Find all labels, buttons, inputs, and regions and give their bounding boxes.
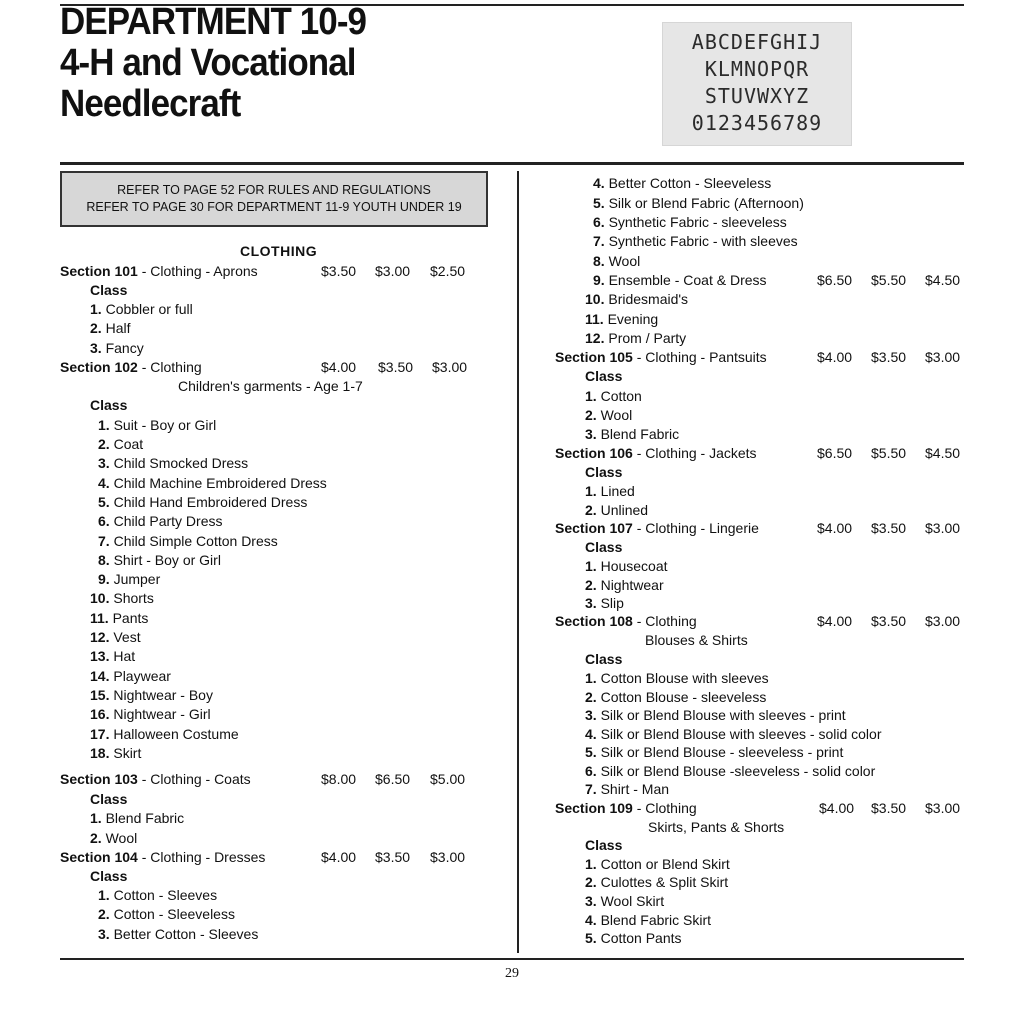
class-item bbox=[98, 512, 223, 530]
class-item bbox=[585, 482, 635, 500]
class-item bbox=[90, 339, 144, 357]
class-name: Child Simple Cotton Dress bbox=[109, 533, 278, 549]
class-item bbox=[90, 300, 193, 318]
prize-amount: $4.00 bbox=[321, 849, 357, 865]
class-number: 5. bbox=[585, 930, 597, 946]
class-item bbox=[98, 551, 221, 569]
class-name: Blend Fabric bbox=[101, 810, 185, 826]
class-label: Class bbox=[90, 868, 128, 884]
section-description: - Clothing bbox=[632, 613, 697, 629]
class-item bbox=[585, 329, 686, 347]
class-name: Ensemble - Coat & Dress bbox=[604, 272, 767, 288]
class-name: Better Cotton - Sleeves bbox=[109, 926, 259, 942]
class-name: Silk or Blend Blouse with sleeves - solid color bbox=[596, 726, 882, 742]
class-item bbox=[90, 705, 211, 723]
section-heading: CLOTHING bbox=[240, 243, 318, 259]
class-number: 10. bbox=[585, 291, 605, 307]
class-name: Blend Fabric bbox=[596, 426, 680, 442]
class-number: 3. bbox=[585, 893, 597, 909]
class-name: Silk or Blend Blouse -sleeveless - solid color bbox=[596, 763, 876, 779]
section-number: Section 101 bbox=[60, 263, 138, 279]
class-item bbox=[98, 905, 235, 923]
class-number: 5. bbox=[98, 494, 110, 510]
class-item bbox=[98, 416, 216, 434]
class-name: Silk or Blend Blouse with sleeves - print bbox=[596, 707, 846, 723]
class-number: 6. bbox=[585, 763, 597, 779]
section-description: - Clothing bbox=[137, 359, 202, 375]
class-item bbox=[98, 925, 258, 943]
class-item bbox=[593, 174, 771, 192]
class-item bbox=[90, 319, 130, 337]
class-number: 17. bbox=[90, 726, 110, 742]
prize-amount: $3.50 bbox=[871, 613, 907, 629]
section-number: Section 102 bbox=[60, 359, 138, 375]
class-number: 2. bbox=[90, 830, 102, 846]
cross-stitch-sampler-image bbox=[662, 22, 852, 146]
prize-amount: $3.00 bbox=[925, 520, 961, 536]
section-description: - Clothing - Dresses bbox=[137, 849, 266, 865]
class-name: Bridesmaid's bbox=[604, 291, 689, 307]
prize-amount: $4.00 bbox=[817, 520, 853, 536]
class-name: Wool bbox=[596, 407, 633, 423]
class-name: Silk or Blend Fabric (Afternoon) bbox=[604, 195, 804, 211]
section-header bbox=[555, 444, 757, 462]
class-name: Culottes & Split Skirt bbox=[596, 874, 729, 890]
class-name: Pants bbox=[108, 610, 149, 626]
class-name: Suit - Boy or Girl bbox=[109, 417, 217, 433]
class-number: 3. bbox=[90, 340, 102, 356]
class-number: 18. bbox=[90, 745, 110, 761]
class-item bbox=[585, 501, 648, 519]
notice-line: REFER TO PAGE 52 FOR RULES AND REGULATIONS bbox=[117, 183, 431, 197]
class-name: Wool bbox=[604, 253, 641, 269]
class-name: Hat bbox=[109, 648, 136, 664]
section-description: - Clothing - Pantsuits bbox=[632, 349, 767, 365]
class-number: 12. bbox=[90, 629, 110, 645]
class-name: Child Machine Embroidered Dress bbox=[109, 475, 327, 491]
class-item bbox=[593, 194, 804, 212]
class-item bbox=[98, 532, 278, 550]
class-number: 3. bbox=[98, 926, 110, 942]
class-item bbox=[90, 589, 154, 607]
prize-amount: $4.50 bbox=[925, 272, 961, 288]
class-name: Nightwear bbox=[596, 577, 664, 593]
class-name: Better Cotton - Sleeveless bbox=[604, 175, 772, 191]
class-number: 1. bbox=[585, 856, 597, 872]
class-item bbox=[90, 829, 137, 847]
class-number: 2. bbox=[585, 577, 597, 593]
class-name: Jumper bbox=[109, 571, 161, 587]
sampler-line: KLMNOPQR bbox=[704, 57, 810, 81]
prize-amount: $4.00 bbox=[817, 349, 853, 365]
class-label: Class bbox=[90, 791, 128, 807]
class-number: 9. bbox=[593, 272, 605, 288]
class-number: 1. bbox=[98, 887, 110, 903]
class-name: Wool Skirt bbox=[596, 893, 665, 909]
class-number: 4. bbox=[585, 726, 597, 742]
section-number: Section 105 bbox=[555, 349, 633, 365]
class-number: 2. bbox=[585, 502, 597, 518]
sampler-line: STUVWXYZ bbox=[704, 84, 810, 108]
section-number: Section 106 bbox=[555, 445, 633, 461]
class-name: Synthetic Fabric - sleeveless bbox=[604, 214, 787, 230]
class-number: 6. bbox=[593, 214, 605, 230]
class-name: Cotton Blouse with sleeves bbox=[596, 670, 769, 686]
class-number: 2. bbox=[585, 689, 597, 705]
class-item bbox=[585, 387, 642, 405]
section-header bbox=[60, 770, 251, 788]
sampler-line: ABCDEFGHIJ bbox=[691, 30, 823, 54]
class-item bbox=[585, 911, 711, 929]
class-item bbox=[90, 809, 184, 827]
class-item bbox=[585, 855, 730, 873]
class-item bbox=[593, 252, 640, 270]
class-name: Cotton or Blend Skirt bbox=[596, 856, 730, 872]
class-number: 10. bbox=[90, 590, 110, 606]
class-number: 2. bbox=[98, 906, 110, 922]
class-name: Prom / Party bbox=[604, 330, 687, 346]
prize-amount: $4.50 bbox=[925, 445, 961, 461]
prize-amount: $3.00 bbox=[375, 263, 411, 279]
class-label: Class bbox=[585, 368, 623, 384]
class-number: 13. bbox=[90, 648, 110, 664]
class-name: Cotton - Sleeveless bbox=[109, 906, 235, 922]
class-item bbox=[585, 594, 624, 612]
class-item bbox=[585, 557, 668, 575]
class-number: 5. bbox=[585, 744, 597, 760]
class-item bbox=[98, 474, 327, 492]
prize-amount: $3.00 bbox=[925, 349, 961, 365]
prize-amount: $5.50 bbox=[871, 445, 907, 461]
class-number: 5. bbox=[593, 195, 605, 211]
class-name: Wool bbox=[101, 830, 138, 846]
class-name: Synthetic Fabric - with sleeves bbox=[604, 233, 798, 249]
prize-amount: $3.00 bbox=[925, 613, 961, 629]
class-number: 11. bbox=[90, 610, 109, 626]
page-number: 29 bbox=[505, 966, 519, 981]
class-name: Child Party Dress bbox=[109, 513, 223, 529]
prize-amount: $8.00 bbox=[321, 771, 357, 787]
class-item bbox=[593, 232, 798, 250]
class-number: 3. bbox=[585, 426, 597, 442]
section-header bbox=[60, 262, 258, 280]
class-number: 1. bbox=[98, 417, 110, 433]
class-item bbox=[90, 628, 141, 646]
class-label: Class bbox=[585, 651, 623, 667]
class-number: 1. bbox=[585, 483, 597, 499]
section-subtitle: Blouses & Shirts bbox=[645, 632, 748, 648]
class-name: Cotton Blouse - sleeveless bbox=[596, 689, 767, 705]
class-item bbox=[585, 425, 679, 443]
title-line: 4-H and Vocational bbox=[60, 42, 356, 84]
class-number: 2. bbox=[98, 436, 110, 452]
class-name: Nightwear - Girl bbox=[109, 706, 211, 722]
class-number: 4. bbox=[585, 912, 597, 928]
class-item bbox=[593, 271, 767, 289]
class-number: 3. bbox=[98, 455, 110, 471]
sampler-line: 0123456789 bbox=[691, 111, 823, 135]
prize-amount: $3.50 bbox=[378, 359, 414, 375]
class-name: Nightwear - Boy bbox=[109, 687, 213, 703]
class-item bbox=[98, 435, 143, 453]
section-header bbox=[555, 519, 759, 537]
class-number: 14. bbox=[90, 668, 110, 684]
prize-amount: $3.00 bbox=[432, 359, 468, 375]
class-label: Class bbox=[90, 282, 128, 298]
class-number: 7. bbox=[98, 533, 110, 549]
class-name: Unlined bbox=[596, 502, 649, 518]
class-item bbox=[585, 929, 682, 947]
class-number: 12. bbox=[585, 330, 605, 346]
section-description: - Clothing bbox=[632, 800, 697, 816]
class-number: 3. bbox=[585, 595, 597, 611]
class-item bbox=[90, 609, 148, 627]
class-item bbox=[585, 290, 688, 308]
class-item bbox=[98, 570, 160, 588]
section-description: - Clothing - Coats bbox=[137, 771, 251, 787]
class-item bbox=[585, 873, 728, 891]
section-subtitle: Skirts, Pants & Shorts bbox=[648, 819, 785, 835]
class-name: Child Hand Embroidered Dress bbox=[109, 494, 308, 510]
prize-amount: $3.50 bbox=[871, 520, 907, 536]
class-name: Vest bbox=[109, 629, 141, 645]
class-number: 7. bbox=[585, 781, 597, 797]
class-item bbox=[585, 725, 881, 743]
class-item bbox=[585, 669, 769, 687]
class-number: 1. bbox=[90, 810, 102, 826]
section-header bbox=[60, 358, 202, 376]
class-number: 16. bbox=[90, 706, 110, 722]
class-name: Shirt - Boy or Girl bbox=[109, 552, 221, 568]
class-name: Fancy bbox=[101, 340, 144, 356]
section-description: - Clothing - Lingerie bbox=[632, 520, 759, 536]
prize-amount: $3.50 bbox=[321, 263, 357, 279]
class-name: Cobbler or full bbox=[101, 301, 193, 317]
prize-amount: $6.50 bbox=[817, 445, 853, 461]
class-name: Shirt - Man bbox=[596, 781, 670, 797]
class-name: Housecoat bbox=[596, 558, 668, 574]
class-item bbox=[585, 762, 875, 780]
class-number: 1. bbox=[585, 388, 597, 404]
class-name: Half bbox=[101, 320, 131, 336]
rules-notice-box bbox=[60, 171, 488, 227]
class-number: 1. bbox=[90, 301, 102, 317]
class-number: 4. bbox=[593, 175, 605, 191]
class-name: Evening bbox=[603, 311, 659, 327]
class-item bbox=[98, 886, 217, 904]
class-number: 4. bbox=[98, 475, 110, 491]
class-name: Blend Fabric Skirt bbox=[596, 912, 712, 928]
prize-amount: $4.00 bbox=[321, 359, 357, 375]
prize-amount: $3.00 bbox=[430, 849, 466, 865]
class-item bbox=[585, 576, 664, 594]
bottom-rule bbox=[60, 958, 964, 960]
title-line: Needlecraft bbox=[60, 83, 241, 125]
class-name: Cotton bbox=[596, 388, 642, 404]
class-name: Coat bbox=[109, 436, 144, 452]
prize-amount: $3.50 bbox=[871, 349, 907, 365]
section-number: Section 109 bbox=[555, 800, 633, 816]
prize-amount: $4.00 bbox=[817, 613, 853, 629]
class-item bbox=[585, 406, 632, 424]
class-item bbox=[98, 493, 307, 511]
class-name: Cotton - Sleeves bbox=[109, 887, 218, 903]
class-number: 2. bbox=[585, 407, 597, 423]
class-name: Lined bbox=[596, 483, 635, 499]
class-number: 2. bbox=[90, 320, 102, 336]
section-number: Section 103 bbox=[60, 771, 138, 787]
class-item bbox=[585, 780, 669, 798]
class-item bbox=[585, 688, 766, 706]
class-name: Child Smocked Dress bbox=[109, 455, 249, 471]
class-number: 1. bbox=[585, 670, 597, 686]
prize-amount: $5.00 bbox=[430, 771, 466, 787]
page-title bbox=[60, 2, 366, 125]
class-item bbox=[593, 213, 787, 231]
class-name: Slip bbox=[596, 595, 624, 611]
class-name: Playwear bbox=[109, 668, 171, 684]
section-number: Section 104 bbox=[60, 849, 138, 865]
class-number: 6. bbox=[98, 513, 110, 529]
section-header bbox=[555, 348, 767, 366]
class-item bbox=[90, 744, 141, 762]
class-name: Silk or Blend Blouse - sleeveless - print bbox=[596, 744, 844, 760]
notice-line: REFER TO PAGE 30 FOR DEPARTMENT 11-9 YOUTH UNDER 19 bbox=[86, 200, 462, 214]
prize-amount: $5.50 bbox=[871, 272, 907, 288]
section-number: Section 107 bbox=[555, 520, 633, 536]
class-number: 8. bbox=[593, 253, 605, 269]
class-name: Halloween Costume bbox=[109, 726, 239, 742]
class-label: Class bbox=[585, 539, 623, 555]
class-number: 3. bbox=[585, 707, 597, 723]
class-number: 7. bbox=[593, 233, 605, 249]
class-name: Cotton Pants bbox=[596, 930, 682, 946]
class-item bbox=[585, 310, 658, 328]
section-subtitle: Children's garments - Age 1-7 bbox=[178, 378, 363, 394]
class-label: Class bbox=[90, 397, 128, 413]
prize-amount: $4.00 bbox=[819, 800, 855, 816]
column-divider bbox=[517, 171, 519, 953]
prize-amount: $2.50 bbox=[430, 263, 466, 279]
prize-amount: $3.50 bbox=[871, 800, 907, 816]
class-item bbox=[98, 454, 248, 472]
section-header bbox=[555, 612, 697, 630]
class-number: 2. bbox=[585, 874, 597, 890]
section-description: - Clothing - Aprons bbox=[137, 263, 258, 279]
prize-amount: $6.50 bbox=[375, 771, 411, 787]
class-item bbox=[90, 667, 171, 685]
class-number: 15. bbox=[90, 687, 110, 703]
header-rule bbox=[60, 162, 964, 165]
class-item bbox=[90, 725, 239, 743]
class-label: Class bbox=[585, 837, 623, 853]
section-number: Section 108 bbox=[555, 613, 633, 629]
prize-amount: $3.50 bbox=[375, 849, 411, 865]
class-number: 8. bbox=[98, 552, 110, 568]
class-item bbox=[585, 743, 843, 761]
class-item bbox=[90, 647, 135, 665]
class-number: 9. bbox=[98, 571, 110, 587]
section-header bbox=[60, 848, 265, 866]
prize-amount: $3.00 bbox=[925, 800, 961, 816]
class-number: 1. bbox=[585, 558, 597, 574]
section-header bbox=[555, 799, 697, 817]
section-description: - Clothing - Jackets bbox=[632, 445, 757, 461]
class-item bbox=[90, 686, 213, 704]
class-name: Skirt bbox=[109, 745, 142, 761]
class-item bbox=[585, 706, 846, 724]
class-item bbox=[585, 892, 664, 910]
class-label: Class bbox=[585, 464, 623, 480]
class-number: 11. bbox=[585, 311, 604, 327]
class-name: Shorts bbox=[109, 590, 154, 606]
title-line: DEPARTMENT 10-9 bbox=[60, 1, 367, 43]
prize-amount: $6.50 bbox=[817, 272, 853, 288]
